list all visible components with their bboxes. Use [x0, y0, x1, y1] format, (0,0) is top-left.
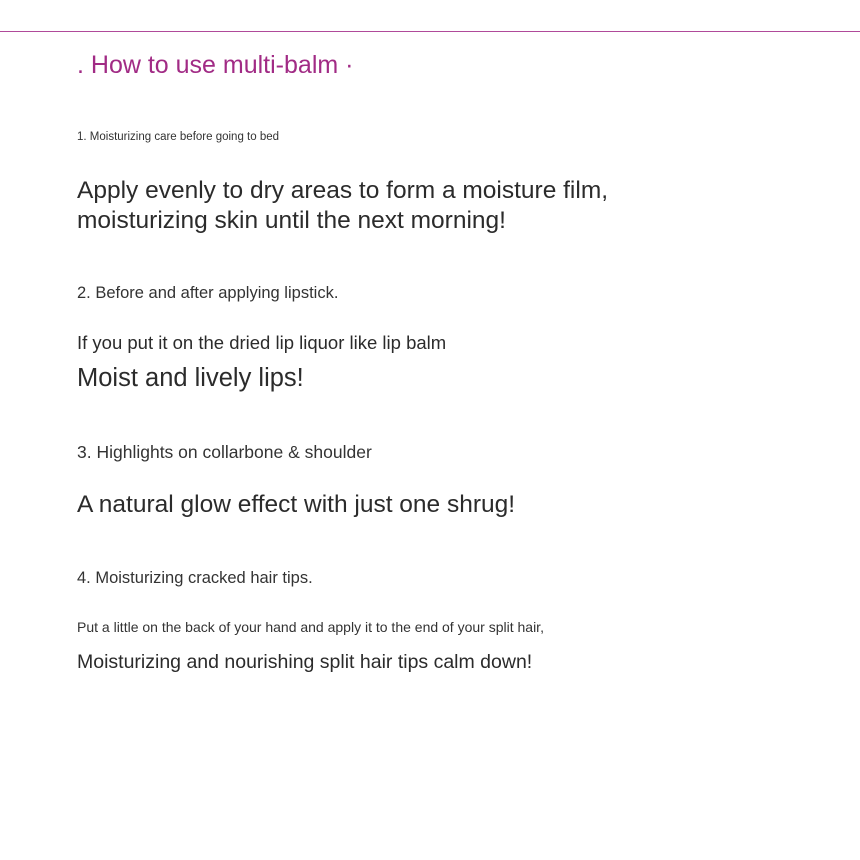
top-divider — [0, 31, 860, 32]
section-4-heading: 4. Moisturizing cracked hair tips. — [77, 569, 313, 587]
section-1-heading: 1. Moisturizing care before going to bed — [77, 131, 280, 143]
section-4-subtext: Put a little on the back of your hand and apply it to the end of your split hair, — [77, 619, 544, 635]
section-2-heading: 2. Before and after applying lipstick. — [77, 284, 339, 302]
section-4-body: Moisturizing and nourishing split hair tips calm down! — [77, 651, 533, 673]
section-2-body: Moist and lively lips! — [77, 364, 304, 392]
section-2-subtext: If you put it on the dried lip liquor like lip balm — [77, 332, 447, 353]
page-title: . How to use multi-balm · — [77, 51, 354, 79]
section-1-body: Apply evenly to dry areas to form a moisture film, moisturizing skin until the next morning! — [77, 177, 609, 234]
section-3-heading: 3. Highlights on collarbone & shoulder — [77, 442, 372, 462]
section-3-body: A natural glow effect with just one shrug! — [77, 491, 516, 518]
